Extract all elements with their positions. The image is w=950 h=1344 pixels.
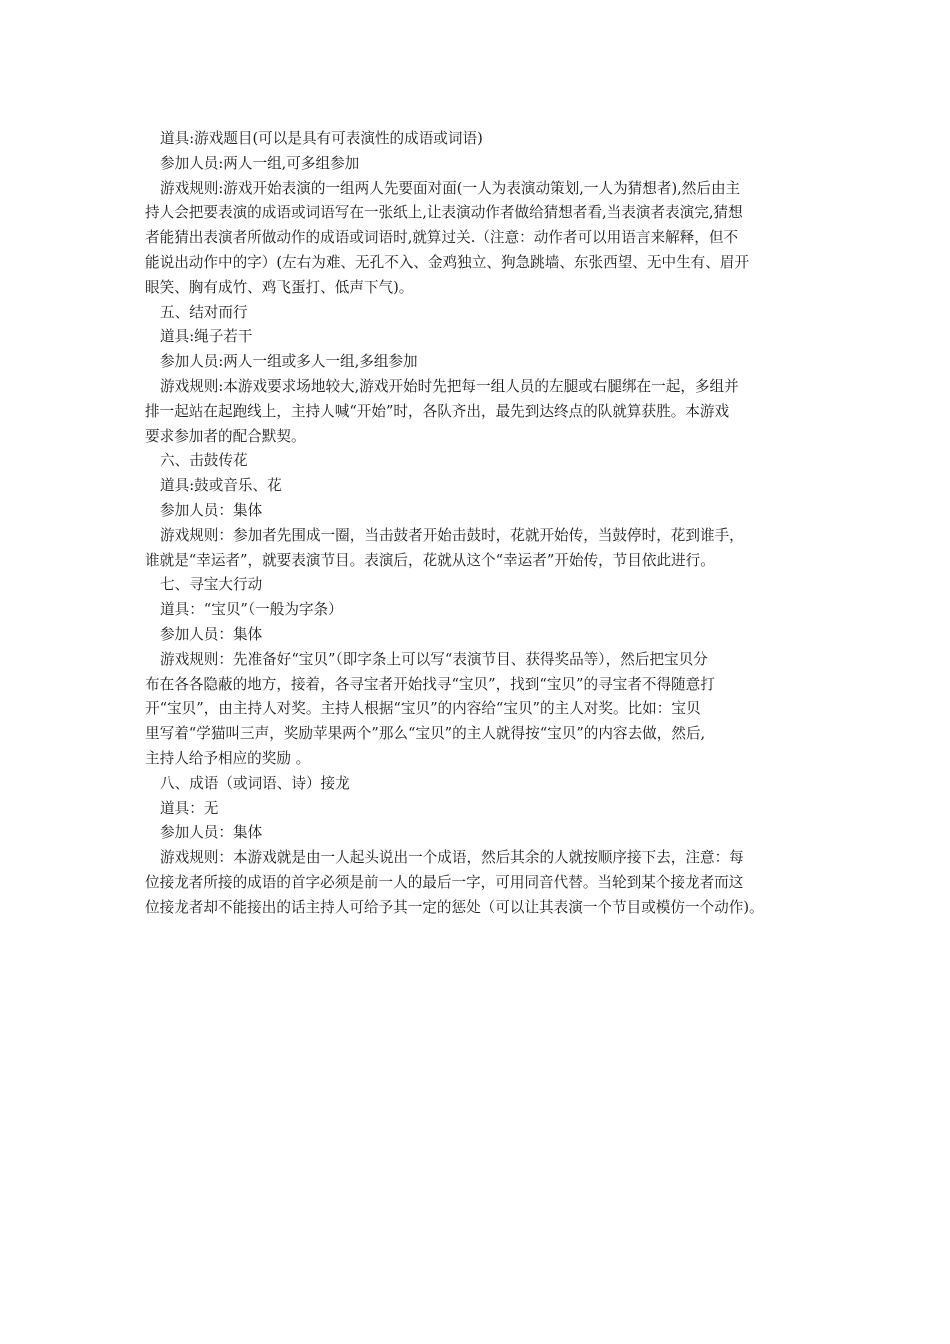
text-line: 游戏规则：参加者先围成一圈，当击鼓者开始击鼓时，花就开始传，当鼓停时，花到谁手， bbox=[160, 526, 744, 544]
text-line: 要求参加者的配合默契。 bbox=[145, 427, 306, 445]
text-line: 者能猜出表演者所做动作的成语或词语时,就算过关.（注意：动作者可以用语言来解释，但不 bbox=[145, 229, 739, 247]
text-line: 眼笑、胸有成竹、鸡飞蛋打、低声下气)。 bbox=[145, 278, 414, 296]
text-line: 能说出动作中的字）(左右为难、无孔不入、金鸡独立、狗急跳墙、东张西望、无中生有、眉开 bbox=[145, 253, 750, 271]
text-line: 游戏规则:游戏开始表演的一组两人先要面对面(一人为表演动策划,一人为猜想者),然后由主 bbox=[160, 179, 741, 197]
text-line: 游戏规则：本游戏就是由一人起头说出一个成语，然后其余的人就按顺序接下去，注意：每 bbox=[160, 849, 744, 867]
text-line: 六、击鼓传花 bbox=[160, 452, 248, 470]
text-line: 游戏规则:本游戏要求场地较大,游戏开始时先把每一组人员的左腿或右腿绑在一起，多组并 bbox=[160, 377, 739, 395]
text-line: 参加人员:两人一组,可多组参加 bbox=[160, 154, 360, 172]
text-line: 排一起站在起跑线上，主持人喊“开始”时，各队齐出，最先到达终点的队就算获胜。本游戏 bbox=[145, 402, 730, 420]
text-line: 参加人员：集体 bbox=[160, 625, 263, 643]
text-line: 布在各各隐蔽的地方，接着，各寻宝者开始找寻“宝贝”，找到“宝贝”的寻宝者不得随意打 bbox=[145, 675, 715, 693]
text-line: 持人会把要表演的成语或词语写在一张纸上,让表演动作者做给猜想者看,当表演者表演完,猜想 bbox=[145, 204, 743, 222]
text-line: 主持人给予相应的奖励 。 bbox=[145, 749, 311, 767]
text-line: 七、寻宝大行动 bbox=[160, 576, 263, 594]
text-line: 道具：“宝贝”（一般为字条） bbox=[160, 601, 343, 619]
text-line: 道具:鼓或音乐、花 bbox=[160, 477, 282, 495]
text-line: 参加人员:两人一组或多人一组,多组参加 bbox=[160, 353, 418, 371]
text-line: 道具:绳子若干 bbox=[160, 328, 253, 346]
text-line: 开“宝贝”，由主持人对奖。主持人根据“宝贝”的内容给“宝贝”的主人对奖。比如：宝贝 bbox=[145, 700, 701, 718]
text-line: 参加人员：集体 bbox=[160, 501, 263, 519]
text-line: 位接龙者所接的成语的首字必须是前一人的最后一字，可用同音代替。当轮到某个接龙者而这 bbox=[145, 873, 744, 891]
text-line: 位接龙者却不能接出的话主持人可给予其一定的惩处（可以让其表演一个节目或模仿一个动作)。 bbox=[145, 898, 764, 916]
text-line: 八、成语（或词语、诗）接龙 bbox=[160, 774, 350, 792]
document-body bbox=[145, 127, 820, 921]
text-line: 谁就是“幸运者”，就要表演节目。表演后，花就从这个“幸运者”开始传，节目依此进行。 bbox=[145, 551, 715, 569]
text-line: 里写着“学猫叫三声，奖励苹果两个”那么“宝贝”的主人就得按“宝贝”的内容去做，然后, bbox=[145, 725, 706, 743]
text-line: 游戏规则：先准备好“宝贝”（即字条上可以写“表演节目、获得奖品等），然后把宝贝分 bbox=[160, 650, 708, 668]
text-line: 道具：无 bbox=[160, 799, 219, 817]
text-line: 参加人员：集体 bbox=[160, 824, 263, 842]
text-line: 道具:游戏题目(可以是具有可表演性的成语或词语) bbox=[160, 130, 483, 147]
text-line: 五、结对而行 bbox=[160, 303, 248, 321]
